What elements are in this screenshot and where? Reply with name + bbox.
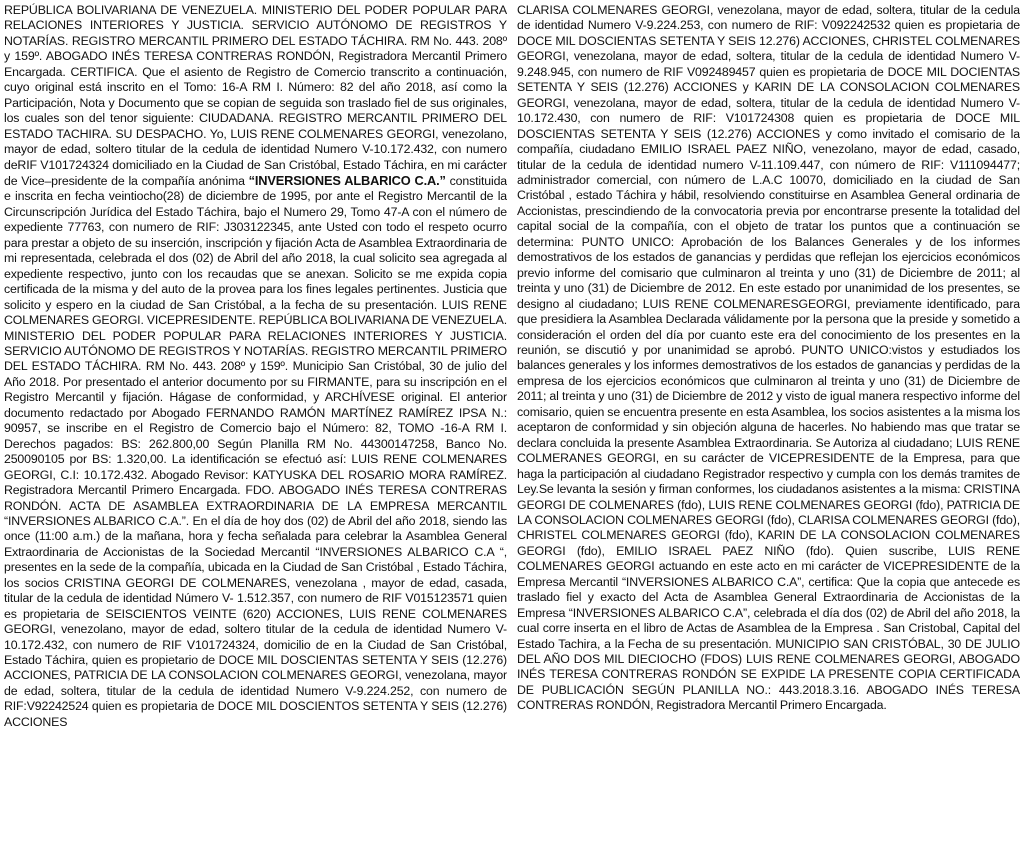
notice-text-part-1: REPÚBLICA BOLIVARIANA DE VENEZUELA. MINISTERIO DEL PODER POPULAR PARA RELACIONES INTERIORES Y JUSTICIA. SERVICIO AUTÓNOMO DE REGISTROS Y NOTARÍAS. REGISTRO MERCANTIL PRIMERO DEL ESTADO TÁCHIRA. RM No. 443. 208º y 159º. ABOGADO INÉS TERESA CONTRERAS RONDÓN, Registradora Mercantil Primero Encargada. CERTIFICA. Que el asiento de Registro de Comercio transcrito a continuación, cuyo original está inscrito en el Tomo: 16-A RM I. Número: 82 del año 2018, así como la Participación, Nota y Documento que se copian de seguida son traslado fiel de sus originales, los cuales son del tenor siguiente: CIUDADANA. REGISTRO MERCANTIL PRIMERO DEL ESTADO TACHIRA. SU DESPACHO. Yo, LUIS RENE COLMENARES GEORGI, venezolano, mayor de edad, soltero titular de la cedula de identidad Numero V-10.172.432, con numero deRIF V101724324 domiciliado en la Ciudad de San Cristóbal, Estado Táchira, en mi carácter de Vice–presidente de la compañía anónima	[4, 3, 507, 188]
notice-paragraph-left	[4, 3, 507, 730]
notice-paragraph-right: CLARISA COLMENARES GEORGI, venezolana, mayor de edad, soltera, titular de la cedula de identidad Numero V-9.224.253, con numero de RIF: V092242532 quien es propietaria de DOCE MIL DOSCIENTAS SETENTA Y SEIS 12.276) ACCIONES, CHRISTEL COLMENARES GEORGI, venezolana, mayor de edad, soltera, titular de la cedula de identidad Numero V-9.248.945, con numero de RIF V092489457 quien es propietaria de DOCE MIL DOCIENTAS SETENTA Y SEIS (12.276) ACCIONES y KARIN DE LA CONSOLACION COLMENARES GEORGI, venezolana, mayor de edad, soltera, titular de la cedula de identidad Numero V-10.172.430, con numero de RIF: V101724308 quien es propietaria de DOCE MIL DOSCIENTAS SETENTA Y SEIS (12.276) ACCIONES y como invitado el comisario de la compañía, ciudadano EMILIO ISRAEL PAEZ NIÑO, venezolano, mayor de edad, casado, titular de la cedula de identidad numero V-11.109.447, con número de RIF: V111094477; administrador comercial, con número de L.A.C 10070, domiciliado en la ciudad de San Cristóbal , estado Táchira y hábil, resolviendo constituirse en Asamblea General ordinaria de Accionistas, prescindiendo de la convocatoria previa por encontrarse presente la totalidad del capital social de la compañía, con el objeto de tratar los puntos que a continuación se determina: PUNTO UNICO: Aprobación de los Balances Generales y de los informes demostrativos de los estados de ganancias y perdidas que reflejan los ejercicios económicos previo informe del comisario que culminaron al treinta y uno (31) de Diciembre de 2011; al treinta y uno (31) de Diciembre de 2012. En este estado por unanimidad de los presentes, se designo al ciudadano; LUIS RENE COLMENARESGEORGI, previamente identificado, para que presidiera la Asamblea Declarada válidamente por la persona que la preside y sometido a consideración el orden del día por cuanto este era del conocimiento de los presentes en la reunión, se discutió y por unanimidad se aprobó. PUNTO UNICO:vistos y estudiados los balances generales y los informes demostrativos de los estados de ganancias y perdidas de la empresa de los ejercicios económicos que culminaron al treinta y uno (31) de Diciembre de 2011; al treinta y uno (31) de Diciembre de 2012 y visto de igual manera respectivo informe del comisario, quien se encuentra presente en esta Asamblea, los socios asistentes a la misma los aceptaron de conformidad y sin objeción alguna de hacerles. No habiendo mas que tratar se declara concluida la presente Asamblea Extraordinaria. Se Autoriza al ciudadano; LUIS RENE COLMERANES GEORGI, en su carácter de VICEPRESIDENTE de la Empresa, para que haga la participación al ciudadano Registrador respectivo y cumpla con los demás tramites de Ley.Se levanta la sesión y firman conformes, los ciudadanos asistentes a la misma: CRISTINA GEORGI DE COLMENARES (fdo), LUIS RENE COLMENARES GEORGI (fdo), PATRICIA DE LA CONSOLACION COLMENARES GEORGI (fdo), CLARISA COLMENARES GEORGI (fdo), CHRISTEL COLMENARES GEORGI (fdo), KARIN DE LA CONSOLACION COLMENARES GEORGI (fdo), EMILIO ISRAEL PAEZ NIÑO (fdo). Quien suscribe, LUIS RENE COLMENARES GEORGI actuando en este acto en mi carácter de VICEPRESIDENTE de la Empresa Mercantil “INVERSIONES ALBARICO C.A”, certifica: Que la copia que antecede es traslado fiel y exacto del Acta de Asamblea General Extraordinaria de Accionistas de la Empresa “INVERSIONES ALBARICO C.A”, celebrada el día dos (02) de Abril del año 2018, la cual corre inserta en el libro de Actas de Asamblea de la Empresa . San Cristobal, Capital del Estado Tachira, a la Fecha de su presentación. MUNICIPIO SAN CRISTÓBAL, 30 DE JULIO DEL AÑO DOS MIL DIECIOCHO (FDOS) LUIS RENE COLMENARES GEORGI, ABOGADO INÉS TERESA CONTRERAS RONDÓN SE EXPIDE LA PRESENTE COPIA CERTIFICADA DE PUBLICACIÓN SEGÚN PLANILLA NO.: 443.2018.3.16. ABOGADO INÉS TERESA CONTRERAS RONDÓN, Registradora Mercantil Primero Encargada.	[517, 3, 1020, 713]
notice-column-left	[4, 3, 507, 843]
company-name: “INVERSIONES ALBARICO C.A.”	[248, 172, 446, 188]
legal-notice	[4, 3, 1020, 843]
notice-text-part-2: constituida e inscrita en fecha veintiocho(28) de diciembre de 1995, por ante el Registro Mercantil de la Circunscripción Jurídica del Estado Táchira, bajo el Numero 29, Tomo 47-A con el número de expediente 77763, con numero de RIF: J303122345, ante Usted con todo el respeto ocurro para prestar a objeto de su inserción, inscripción y fijación Acta de Asamblea Extraordinaria de mi representada, celebrada el dos (02) de Abril del año 2018, la cual solicito sea agregada al expediente respectivo, junto con los recaudas que se anexan. Solicito se me expida copia certificada de la misma y del auto de la provea para los fines legales pertinentes. Justicia que solicito y espero en la ciudad de San Cristóbal, a la fecha de su presentación. LUIS RENE COLMENARES GEORGI. VICEPRESIDENTE. REPÚBLICA BOLIVARIANA DE VENEZUELA. MINISTERIO DEL PODER POPULAR PARA RELACIONES INTERIORES Y JUSTICIA. SERVICIO AUTÓNOMO DE REGISTROS Y NOTARÍAS. REGISTRO MERCANTIL PRIMERO DEL ESTADO TÁCHIRA. RM No. 443. 208º y 159º. Municipio San Cristóbal, 30 de julio del Año 2018. Por presentado el anterior documento por su FIRMANTE, para su inscripción en el Registro Mercantil y fijación. Hágase de conformidad, y ARCHÍVESE original. El anterior documento redactado por Abogado FERNANDO RAMÓN MARTÍNEZ RAMÍREZ IPSA N.: 90957, se inscribe en el Registro de Comercio bajo el Número: 82, TOMO -16-A RM I. Derechos pagados: BS: 262.800,00 Según Planilla RM No. 44300147258, Banco No. 250090105 por BS: 1.320,00. La identificación se efectuó así: LUIS RENE COLMENARES GEORGI, C.I: 10.172.432. Abogado Revisor: KATYUSKA DEL ROSARIO MORA RAMÍREZ. Registradora Mercantil Primero Encargada. FDO. ABOGADO INÉS TERESA CONTRERAS RONDÓN. ACTA DE ASAMBLEA EXTRAORDINARIA DE LA EMPRESA MERCANTIL “INVERSIONES ALBARICO C.A.”. En el día de hoy dos (02) de Abril del año 2018, siendo las once (11:00 a.m.) de la mañana, hora y fecha señalada para celebrar la Asamblea General Extraordinaria de Accionistas de la Sociedad Mercantil “INVERSIONES ALBARICO C.A “, presentes en la sede de la compañía, ubicada en la Ciudad de San Cristóbal , Estado Táchira, los socios CRISTINA GEORGI DE COLMENARES, venezolana , mayor de edad, casada, titular de la cedula de identidad Número V- 1.512.357, con numero de RIF V015123571 quien es propietaria de SEISCIENTOS VEINTE (620) ACCIONES, LUIS RENE COLMENARES GEORGI, venezolano, mayor de edad, soltero titular de la cedula de identidad Numero V-10.172.432, con numero de RIF V101724324, domicilio de en la Ciudad de San Cristóbal, Estado Táchira, quien es propietario de DOCE MIL DOSCIENTAS SETENTA Y SEIS (12.276) ACCIONES, PATRICIA DE LA CONSOLACION COLMENARES GEORGI, venezolana, mayor de edad, soltera, titular de la cedula de identidad Numero V-9.224.252, con numero de RIF:V92242524 quien es propietaria de DOCE MIL DOSCIENTOS SETENTA Y SEIS (12.276) ACCIONES	[4, 173, 507, 729]
notice-column-right	[517, 3, 1020, 843]
